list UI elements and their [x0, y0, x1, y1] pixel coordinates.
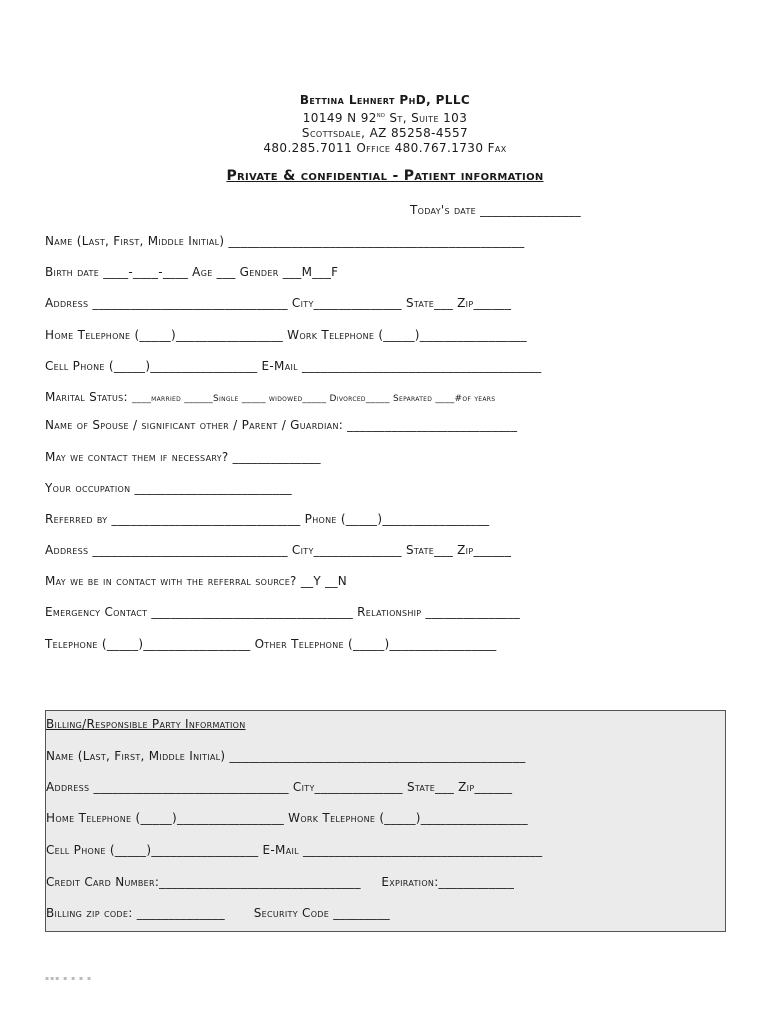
address-number: 10149 N 92 [302, 111, 377, 125]
billing-zip-security-field[interactable]: Billing zip code: ______________ Security Code _________ [46, 906, 390, 920]
credit-card-field[interactable]: Credit Card Number:________________________________ Expiration:____________ [46, 875, 515, 889]
name-field[interactable]: Name (Last, First, Middle Initial) _______________________________________________ [45, 234, 525, 248]
practice-name: Bettina Lehnert PhD, PLLC [299, 93, 471, 107]
billing-address-field[interactable]: Address _______________________________ City______________ State___ Zip______ [46, 780, 513, 794]
address-line-2: Scottsdale, AZ 85258-4557 [301, 126, 469, 140]
billing-telephone-field[interactable]: Home Telephone (_____)_________________ Work Telephone (_____)_________________ [46, 811, 528, 825]
address-suffix: nd [376, 111, 386, 119]
occupation-field[interactable]: Your occupation _________________________ [45, 481, 292, 495]
address-line-1 [0, 108, 770, 126]
cell-email-field[interactable]: Cell Phone (_____)_________________ E-Mail ______________________________________ [45, 359, 542, 373]
referral-contact-field[interactable]: May we be in contact with the referral source? __Y __N [45, 574, 348, 588]
billing-name-field[interactable]: Name (Last, First, Middle Initial) _______________________________________________ [46, 749, 526, 763]
billing-section-title: Billing/Responsible Party Information [46, 717, 246, 731]
referred-by-field[interactable]: Referred by ______________________________ Phone (_____)_________________ [45, 512, 490, 526]
may-contact-field[interactable]: May we contact them if necessary? ______________ [45, 450, 321, 464]
spouse-guardian-field[interactable]: Name of Spouse / significant other / Parent / Guardian: ___________________________ [45, 418, 518, 432]
phone-fax-line: 480.285.7011 Office 480.767.1730 Fax [263, 141, 507, 155]
billing-cell-email-field[interactable]: Cell Phone (_____)_________________ E-Mail ______________________________________ [46, 843, 543, 857]
form-title: Private & confidential - Patient information [226, 168, 544, 184]
address-street: St, Suite 103 [385, 111, 468, 125]
footer-mark: ▪▪▪ ▪ ▪ ▪ ▪ [45, 975, 93, 982]
birth-age-gender-field[interactable]: Birth date ____-____-____ Age ___ Gender ___M___F [45, 265, 339, 279]
home-work-telephone-field[interactable]: Home Telephone (_____)_________________ Work Telephone (_____)_________________ [45, 328, 527, 342]
emergency-contact-field[interactable]: Emergency Contact ________________________________ Relationship _______________ [45, 605, 521, 619]
letterhead [0, 93, 770, 156]
marital-status-options[interactable]: ____married ______Single _____ widowed_____ Divorced_____ Separated ____#of years [131, 394, 496, 404]
marital-status-field[interactable] [45, 390, 495, 404]
billing-section [45, 710, 726, 932]
referral-address-field[interactable]: Address _______________________________ City______________ State___ Zip______ [45, 543, 512, 557]
marital-status-label: Marital Status: [45, 390, 132, 404]
todays-date-field[interactable]: Today's date ________________ [410, 203, 581, 217]
address-field[interactable]: Address _______________________________ City______________ State___ Zip______ [45, 296, 512, 310]
telephone-field[interactable]: Telephone (_____)_________________ Other Telephone (_____)_________________ [45, 637, 497, 651]
